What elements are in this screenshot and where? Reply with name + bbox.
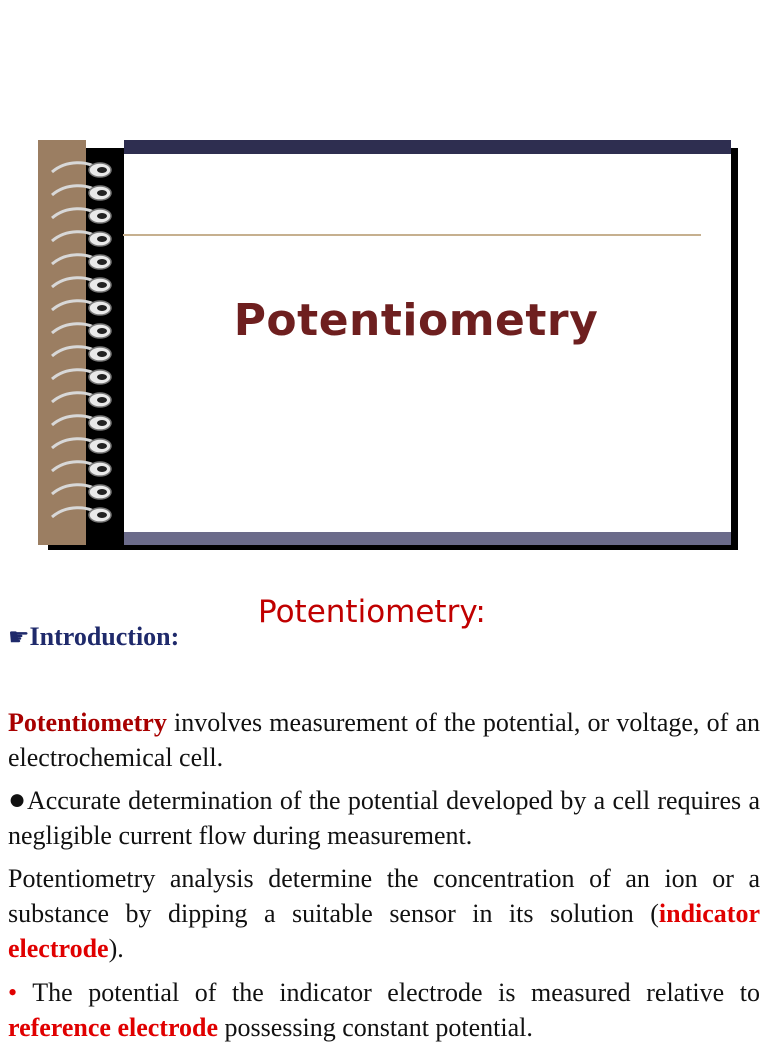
slide-title: Potentiometry (233, 295, 599, 346)
spiral-hole (97, 466, 107, 472)
spiral-hole (97, 167, 107, 173)
spiral-hole (97, 512, 107, 518)
pointing-hand-icon: ☛ (8, 625, 30, 651)
spiral-hole (97, 190, 107, 196)
spiral-hole (97, 420, 107, 426)
paragraph-indicator-text-a: Potentiometry analysis determine the concentration of an ion or a substance by dipping a suitable sensor in its solution ( (8, 864, 760, 928)
paragraph-current-flow-text: Accurate determination of the potential developed by a cell requires a negligible current flow during measurement. (8, 786, 760, 850)
spiral-hole (97, 397, 107, 403)
paragraph-definition-text: involves measurement of the potential, or voltage, of an electrochemical cell. (8, 708, 760, 772)
term-reference-electrode: reference electrode (8, 1013, 219, 1042)
title-slide (38, 140, 738, 552)
paragraph-reference (8, 975, 760, 1045)
spiral-hole (97, 213, 107, 219)
slide-rule (123, 234, 701, 236)
bullet-red-icon: • (8, 978, 33, 1007)
intro-heading (8, 622, 179, 652)
paragraph-definition (8, 705, 760, 775)
intro-label: Introduction: (29, 622, 180, 651)
spiral-hole (97, 351, 107, 357)
spiral-hole (97, 374, 107, 380)
paragraph-indicator-text-b: ). (108, 934, 124, 963)
spiral-hole (97, 328, 107, 334)
spiral-hole (97, 282, 107, 288)
term-indicator-electrode: indicator electrode (8, 899, 760, 963)
spiral-hole (97, 236, 107, 242)
paragraph-current-flow (8, 783, 760, 853)
section-heading: Potentiometry: (258, 594, 486, 630)
bullet-dot-icon: ● (8, 783, 27, 816)
slide-top-band (124, 140, 731, 154)
spiral-hole (97, 259, 107, 265)
paragraph-indicator (8, 861, 760, 966)
spiral-hole (97, 443, 107, 449)
paragraph-reference-text-a: The potential of the indicator electrode is measured relative to (32, 978, 760, 1007)
spiral-hole (97, 489, 107, 495)
term-potentiometry: Potentiometry (8, 708, 167, 737)
slide-bottom-band (124, 532, 731, 545)
spiral-hole (97, 305, 107, 311)
paragraph-reference-text-b: possessing constant potential. (218, 1013, 533, 1042)
